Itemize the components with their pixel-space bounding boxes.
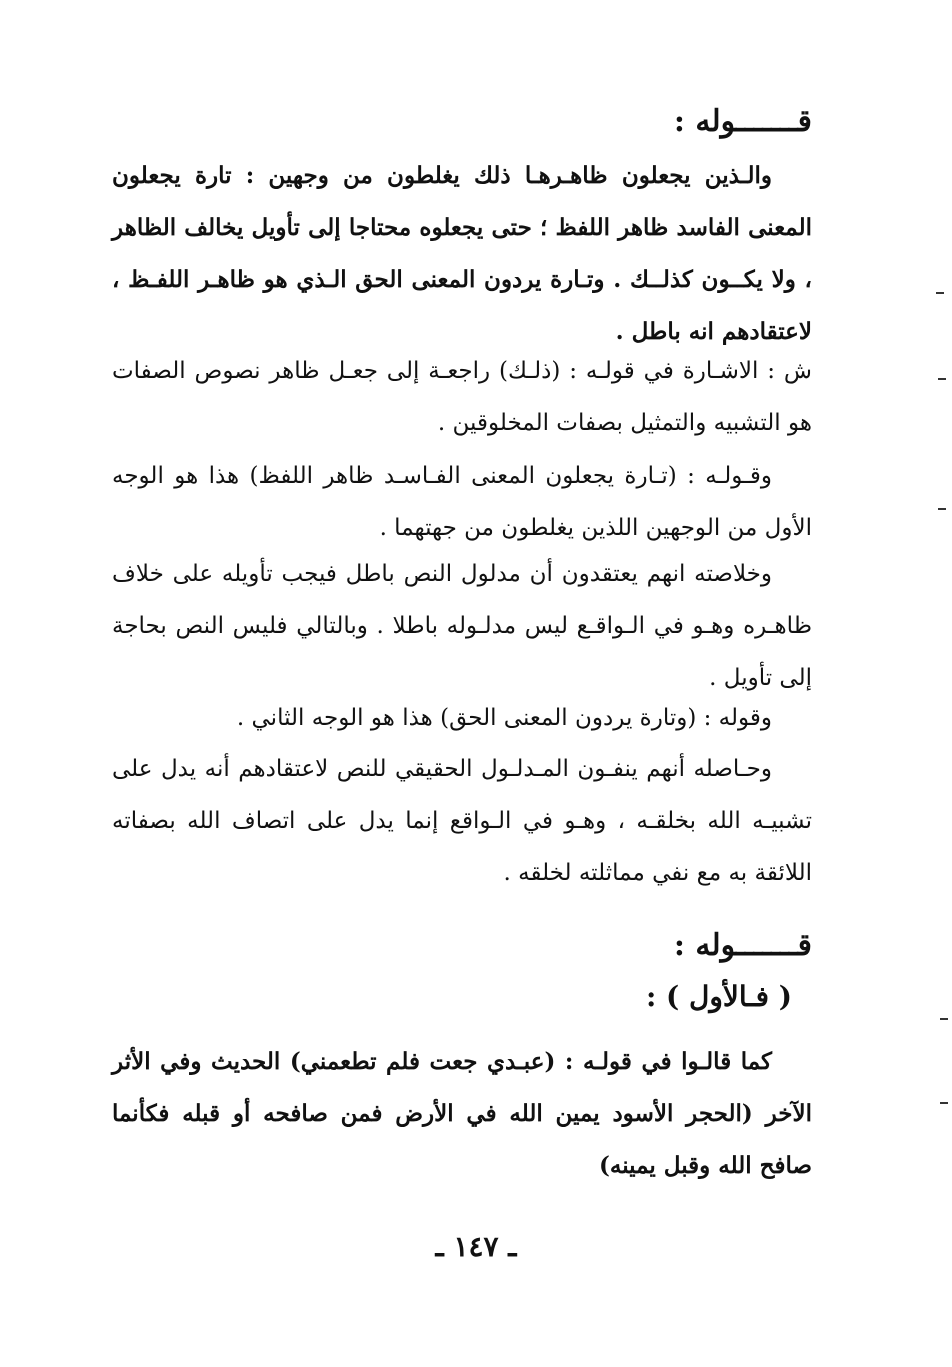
sub-heading: ( فـالأول ) : <box>645 980 792 1013</box>
commentary-paragraph: وحـاصله أنهم ينفـون المـدلـول الحقيقي للنص لاعتقادهم أنه يدل على تشبيـه الله بخلقـه ، وهـو في الـواقع إنما يدل على اتصاف الله بصفاته اللائقة به مع نفي مماثلته لخلقه . <box>112 756 812 886</box>
matn-paragraph: كما قالـوا في قولـه : (عبـدي جعت فلم تطعمني) الحديث وفي الأثر الآخر (الحجر الأسود يمين الله في الأرض فمن صافحه أو قبله فكأنما صافح الله وقبل يمينه) <box>112 1048 812 1179</box>
margin-mark <box>938 378 946 380</box>
margin-mark <box>938 508 946 510</box>
commentary-paragraph: وخلاصته انهم يعتقدون أن مدلول النص باطل فيجب تأويله على خلاف ظاهـره وهـو في الـواقـع ليس مدلـوله باطلا . وبالتالي فليس النص بحاجة إلى تأويل . <box>112 561 812 691</box>
section-heading: قـــــــوله : <box>673 104 812 139</box>
matn-paragraph: والـذين يجعلون ظاهـرهـا ذلك يغلطون من وجهين : تارة يجعلون المعنى الفاسد ظاهر اللفظ ؛ حتى يجعلوه محتاجا إلى تأويل يخالف الظاهر ، ولا يكــون كذلــك . وتـارة يردون المعنى الحق الـذي هو ظاهـر اللفـظ ، لاعتقادهم انه باطل . <box>112 162 812 345</box>
margin-mark <box>936 292 944 294</box>
commentary-paragraph: وقـولـه : (تـارة يجعلون المعنى الفـاسـد ظاهر اللفظ) هذا هو الوجه الأول من الوجهين اللذين يغلطون من جهتهما . <box>112 463 812 541</box>
section-heading: قـــــــوله : <box>673 928 812 963</box>
margin-mark <box>940 1102 948 1104</box>
commentary-paragraph: ش : الاشـارة في قولـه : (ذلـك) راجعـة إلى جعـل ظاهر نصوص الصفات هو التشبيه والتمثيل بصفات المخلوقين . <box>112 358 812 436</box>
margin-mark <box>940 1018 948 1020</box>
commentary-paragraph: وقوله : (وتارة يردون المعنى الحق) هذا هو الوجه الثاني . <box>236 705 772 731</box>
page-number: ـ ١٤٧ ـ <box>435 1230 517 1263</box>
